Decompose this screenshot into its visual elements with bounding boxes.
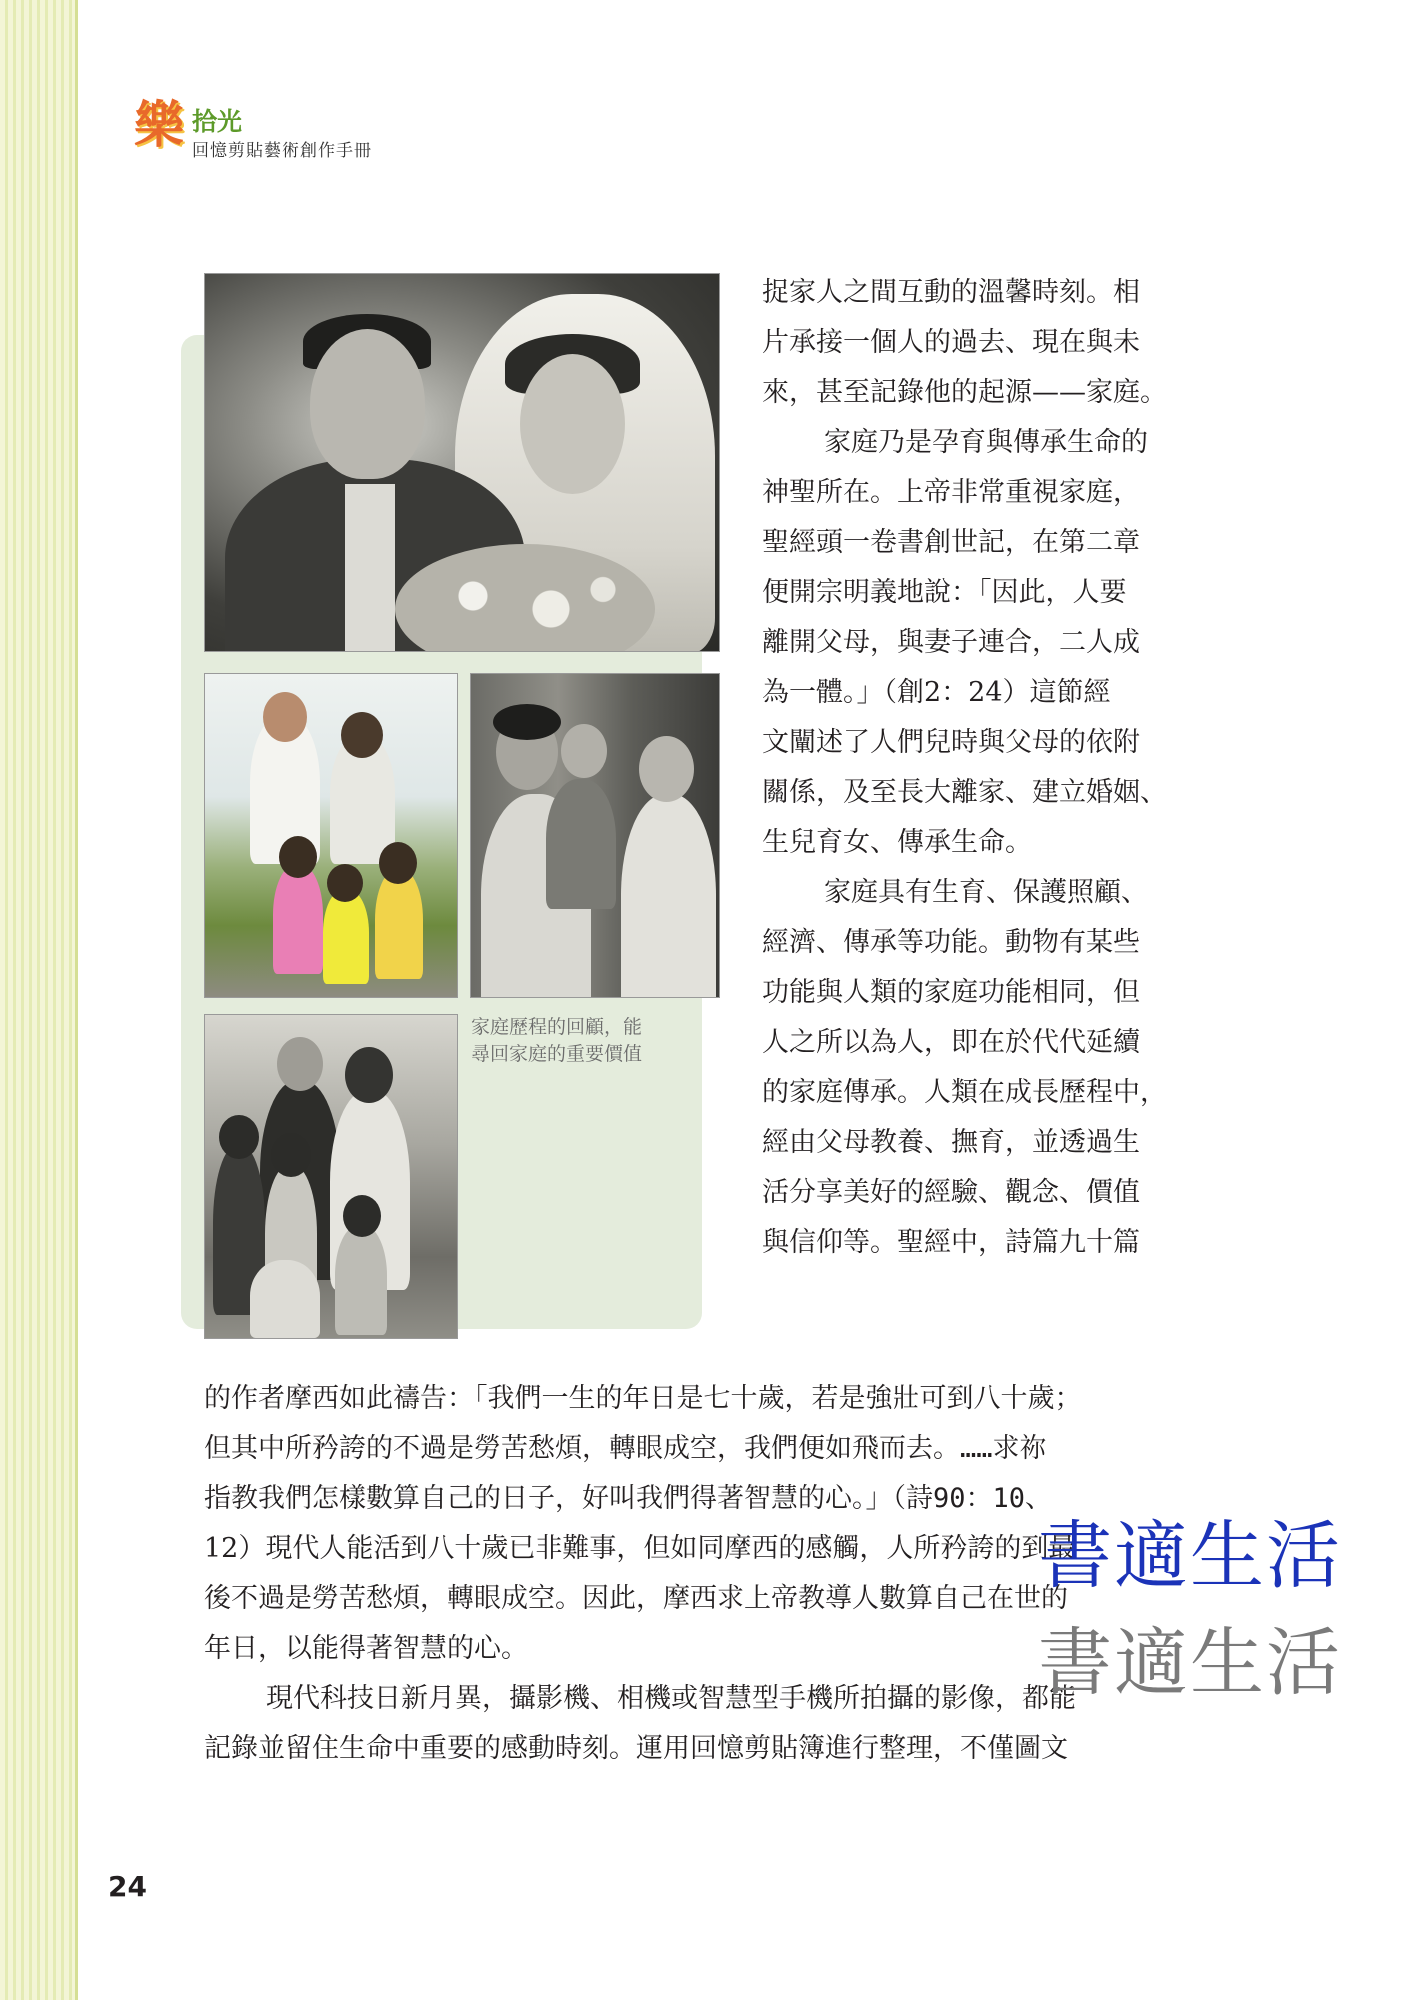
paragraph-line: 生兒育女、傳承生命。 — [762, 827, 1032, 858]
paragraph-line: 聖經頭一卷書創世記，在第二章 — [762, 527, 1140, 558]
paragraph-line: 家庭具有生育、保護照顧、 — [824, 877, 1148, 908]
paragraph-line: 來，甚至記錄他的起源——家庭。 — [762, 377, 1167, 408]
paragraph-line: 活分享美好的經驗、觀念、價值 — [762, 1177, 1140, 1208]
paragraph-line: 的作者摩西如此禱告：「我們一生的年日是七十歲，若是強壯可到八十歲； — [204, 1383, 1082, 1414]
paragraph-line: 與信仰等。聖經中，詩篇九十篇 — [762, 1227, 1140, 1258]
paragraph-line: 關係，及至長大離家、建立婚姻、 — [762, 777, 1167, 808]
paragraph-line: 年日，以能得著智慧的心。 — [204, 1633, 528, 1664]
paragraph-line: 現代科技日新月異，攝影機、相機或智慧型手機所拍攝的影像，都能 — [266, 1683, 1076, 1714]
paragraph-line: 功能與人類的家庭功能相同，但 — [762, 977, 1140, 1008]
paragraph-line: 指教我們怎樣數算自己的日子，好叫我們得著智慧的心。」（詩90：10、 — [204, 1483, 1053, 1514]
paragraph-line: 但其中所矜誇的不過是勞苦愁煩，轉眼成空，我們便如飛而去。……求祢 — [204, 1433, 1047, 1464]
watermark-gray: 書適生活 — [1038, 1620, 1342, 1706]
paragraph-line: 後不過是勞苦愁煩，轉眼成空。因此，摩西求上帝教導人數算自己在世的 — [204, 1583, 1068, 1614]
paragraph-line: 記錄並留住生命中重要的感動時刻。運用回憶剪貼簿進行整理，不僅圖文 — [204, 1733, 1068, 1764]
family-photo-group-outdoor — [204, 1014, 458, 1339]
paragraph-line: 片承接一個人的過去、現在與未 — [762, 327, 1140, 358]
paragraph-line: 12）現代人能活到八十歲已非難事，但如同摩西的感觸，人所矜誇的到最 — [204, 1533, 1076, 1564]
paragraph-line: 人之所以為人，即在於代代延續 — [762, 1027, 1140, 1058]
logo-name: 拾光 — [192, 107, 243, 136]
right-column-text — [762, 268, 1232, 1268]
page-number: 24 — [108, 1870, 147, 1903]
caption-line: 尋回家庭的重要價值 — [471, 1043, 643, 1065]
wedding-photo — [204, 273, 720, 652]
page-margin-stripes — [0, 0, 78, 2000]
book-subtitle: 回憶剪貼藝術創作手冊 — [192, 141, 372, 161]
paragraph-line: 經濟、傳承等功能。動物有某些 — [762, 927, 1140, 958]
paragraph-line: 文闡述了人們兒時與父母的依附 — [762, 727, 1140, 758]
family-photo-father-mother-baby — [470, 673, 720, 998]
paragraph-line: 離開父母，與妻子連合，二人成 — [762, 627, 1140, 658]
paragraph-line: 為一體。」（創2：24）這節經 — [762, 677, 1111, 708]
paragraph-line: 捉家人之間互動的溫馨時刻。相 — [762, 277, 1140, 308]
logo-mark: 樂 — [134, 96, 184, 154]
paragraph-line: 神聖所在。上帝非常重視家庭， — [762, 477, 1140, 508]
paragraph-line: 的家庭傳承。人類在成長歷程中， — [762, 1077, 1167, 1108]
photo-caption — [471, 1014, 711, 1068]
paragraph-line: 便開宗明義地說：「因此，人要 — [762, 577, 1127, 608]
paragraph-line: 家庭乃是孕育與傳承生命的 — [824, 427, 1148, 458]
family-photo-color — [204, 673, 458, 998]
caption-line: 家庭歷程的回顧，能 — [471, 1016, 643, 1038]
paragraph-line: 經由父母教養、撫育，並透過生 — [762, 1127, 1140, 1158]
book-logo — [134, 98, 434, 168]
watermark-blue: 書適生活 — [1038, 1513, 1342, 1599]
